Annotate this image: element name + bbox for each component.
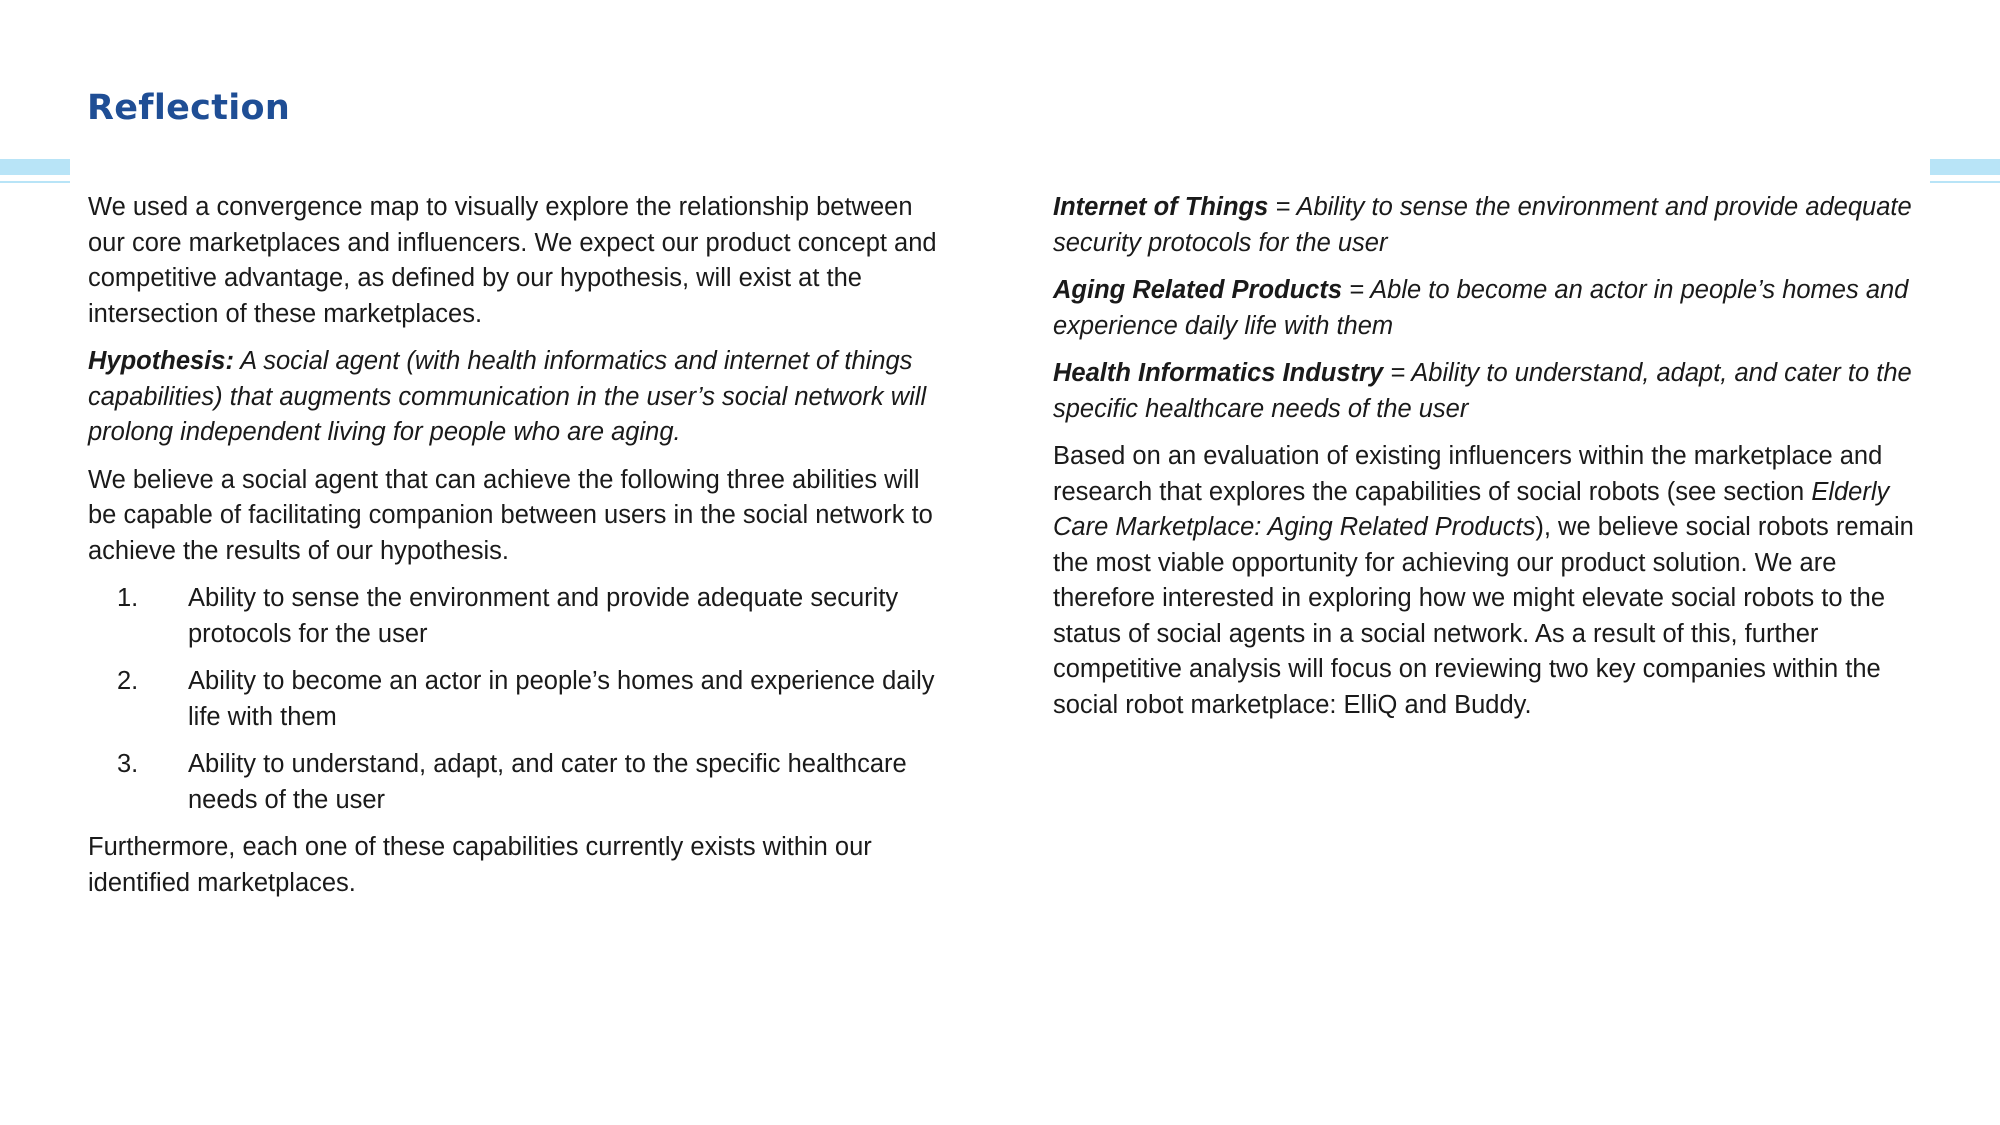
definition-paragraph bbox=[1053, 273, 1923, 344]
definition-term: Health Informatics Industry bbox=[1053, 359, 1384, 387]
definition-text: = Ability to sense the environment and provide adequate security protocols for the user bbox=[1053, 193, 1912, 257]
conclusion-text-end: ), we believe social robots remain the most viable opportunity for achieving our product solution. We are therefore interested in exploring how we might elevate social robots to the status of social agents in a social network. As a result of this, further competitive analysis will focus on reviewing two key companies within the social robot marketplace: ElliQ and Buddy. bbox=[1053, 513, 1914, 719]
right-column bbox=[1053, 190, 1923, 735]
conclusion-section-reference: Elderly Care Marketplace: Aging Related Products bbox=[1053, 477, 1890, 541]
left-accent-line bbox=[0, 181, 70, 183]
list-item-text: Ability to become an actor in people’s homes and experience daily life with them bbox=[188, 667, 935, 731]
conclusion-paragraph bbox=[1053, 439, 1923, 723]
list-item-text: Ability to sense the environment and provide adequate security protocols for the user bbox=[188, 584, 899, 648]
list-item-number: 1. bbox=[117, 584, 139, 612]
definition-term: Aging Related Products bbox=[1053, 276, 1343, 304]
list-item-number: 3. bbox=[117, 750, 139, 778]
hypothesis-text: A social agent (with health informatics and internet of things capabilities) that augments communication in the user’s social network will prolong independent living for people who are aging. bbox=[88, 347, 927, 446]
hypothesis-paragraph bbox=[88, 344, 950, 451]
furthermore-paragraph: Furthermore, each one of these capabilities currently exists within our identified marketplaces. bbox=[88, 833, 872, 897]
definition-paragraph bbox=[1053, 190, 1923, 261]
definition-text: = Ability to understand, adapt, and cater to the specific healthcare needs of the user bbox=[1053, 359, 1912, 423]
list-item bbox=[88, 747, 950, 818]
left-column bbox=[88, 190, 950, 913]
right-accent-bar bbox=[1930, 159, 2000, 175]
list-item bbox=[88, 581, 950, 652]
definition-text: = Able to become an actor in people’s homes and experience daily life with them bbox=[1053, 276, 1909, 340]
right-accent-line bbox=[1930, 181, 2000, 183]
list-item bbox=[88, 664, 950, 735]
abilities-list bbox=[88, 581, 950, 818]
list-item-text: Ability to understand, adapt, and cater to the specific healthcare needs of the user bbox=[188, 750, 907, 814]
definition-paragraph bbox=[1053, 356, 1923, 427]
hypothesis-label: Hypothesis: bbox=[88, 347, 234, 375]
intro-paragraph: We used a convergence map to visually explore the relationship between our core marketplaces and influencers. We expect our product concept and competitive advantage, as defined by our hypothesis, will exist at the intersection of these marketplaces. bbox=[88, 193, 937, 328]
belief-paragraph: We believe a social agent that can achieve the following three abilities will be capable of facilitating companion between users in the social network to achieve the results of our hypothesis. bbox=[88, 465, 933, 565]
conclusion-text-start: Based on an evaluation of existing influencers within the marketplace and research that explores the capabilities of social robots (see section bbox=[1053, 442, 1883, 506]
left-accent-bar bbox=[0, 159, 70, 175]
definition-term: Internet of Things bbox=[1053, 193, 1269, 221]
page-title: Reflection bbox=[87, 88, 291, 128]
list-item-number: 2. bbox=[117, 667, 139, 695]
